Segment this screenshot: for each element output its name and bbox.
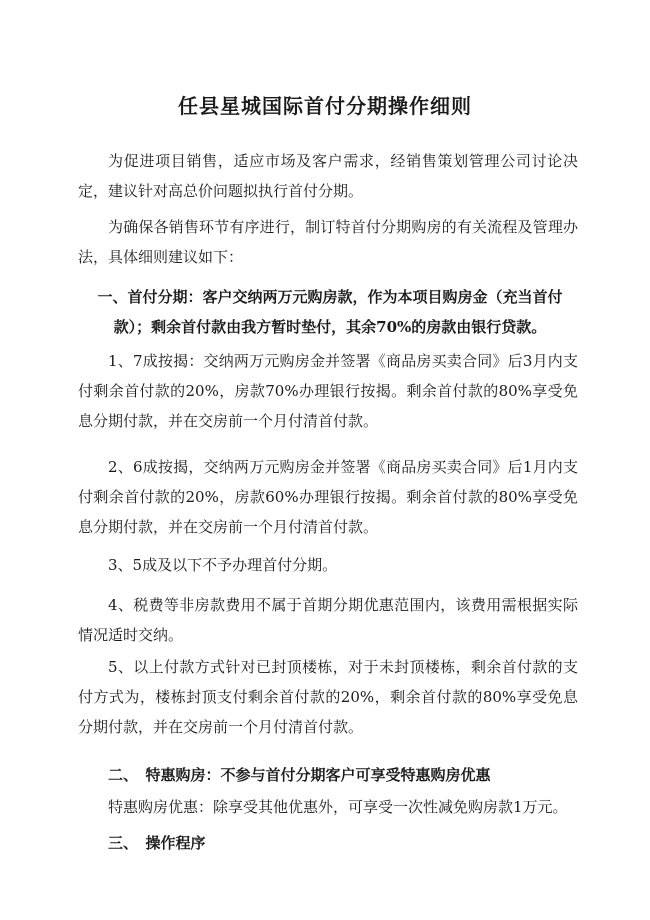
document-title: 任县星城国际首付分期操作细则 bbox=[178, 94, 472, 118]
section-3-heading: 三、 操作程序 bbox=[108, 834, 206, 852]
section-1-item-5: 5、以上付款方式针对已封顶楼栋，对于未封顶楼栋，剩余首付款的支付方式为，楼栋封顶支付剩余首付款的20%，剩余首付款的80%享受免息分期付款，并在交房前一个月付清首付款。 bbox=[78, 658, 578, 736]
section-2-body: 特惠购房优惠：除享受其他优惠外，可享受一次性减免购房款1万元。 bbox=[108, 798, 568, 816]
intro-paragraph-1: 为促进项目销售，适应市场及客户需求，经销售策划管理公司讨论决定，建议针对高总价问题拟执行首付分期。 bbox=[78, 152, 578, 200]
section-1-item-4: 4、税费等非房款费用不属于首期分期优惠范围内，该费用需根据实际情况适时交纳。 bbox=[78, 596, 578, 644]
intro-paragraph-2: 为确保各销售环节有序进行，制订特首付分期购房的有关流程及管理办法，具体细则建议如下： bbox=[78, 218, 578, 266]
section-1-item-3: 3、5成及以下不予办理首付分期。 bbox=[108, 556, 338, 574]
section-1-heading: 一、首付分期：客户交纳两万元购房款，作为本项目购房金（充当首付款）；剩余首付款由我方暂时垫付，其余70%的房款由银行贷款。 bbox=[97, 288, 563, 336]
section-2-heading: 二、 特惠购房：不参与首付分期客户可享受特惠购房优惠 bbox=[108, 766, 491, 784]
section-1-item-2: 2、6成按揭，交纳两万元购房金并签署《商品房买卖合同》后1月内支付剩余首付款的20%，房款60%办理银行按揭。剩余首付款的80%享受免息分期付款，并在交房前一个月付清首付款。 bbox=[78, 458, 578, 536]
section-1-item-1: 1、7成按揭：交纳两万元购房金并签署《商品房买卖合同》后3月内支付剩余首付款的20%，房款70%办理银行按揭。剩余首付款的80%享受免息分期付款，并在交房前一个月付清首付款。 bbox=[78, 352, 578, 430]
